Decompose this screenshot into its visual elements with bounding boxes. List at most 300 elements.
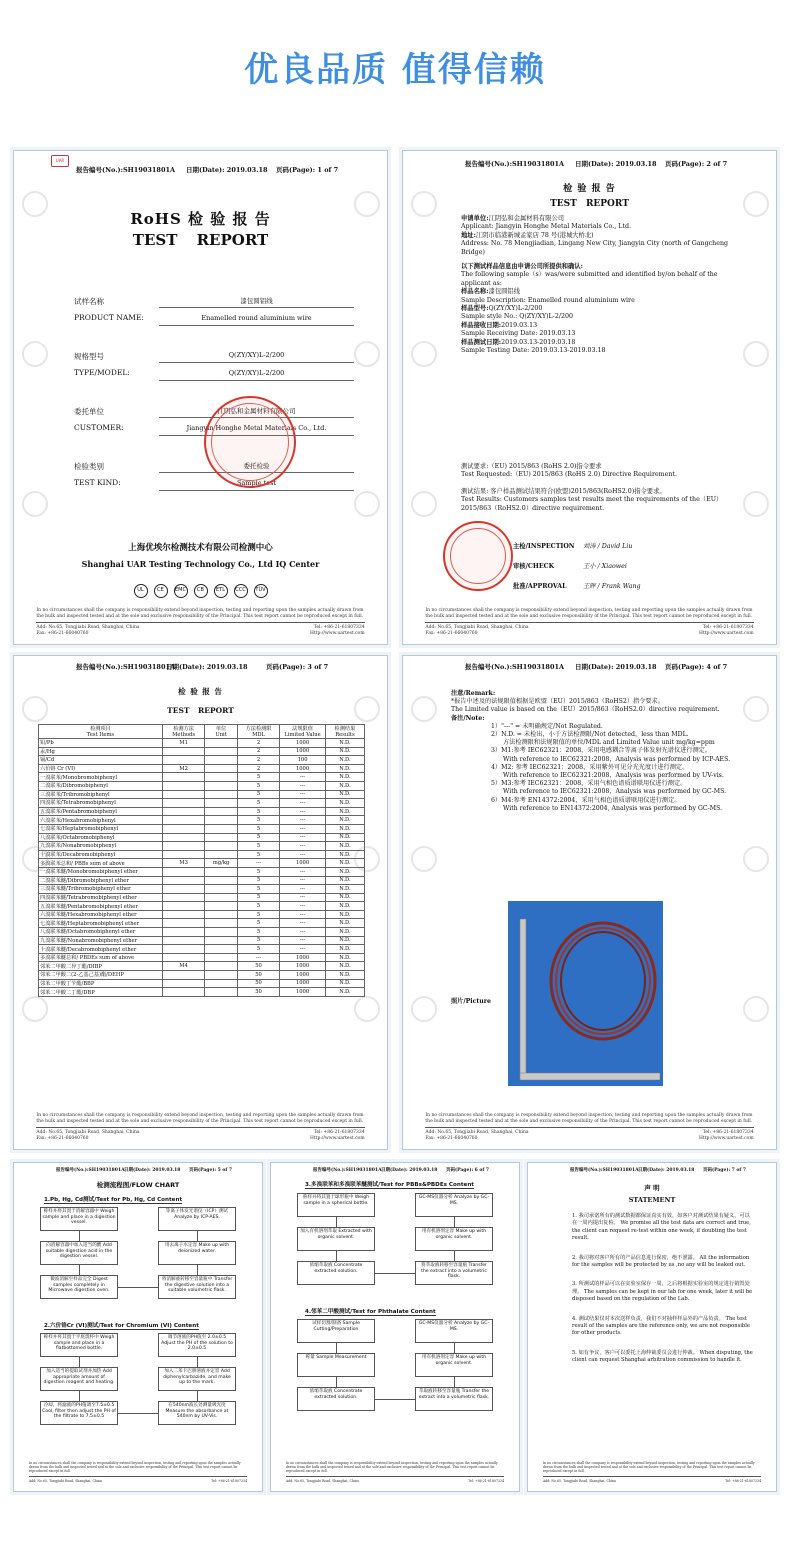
header-en: Limited Value — [284, 732, 321, 738]
table-cell: 5 — [237, 928, 279, 937]
field-label-en: TYPE/MODEL: — [74, 368, 130, 377]
footer-tel: Tel: +86-21-61807334 — [313, 625, 365, 630]
footer — [286, 1461, 504, 1483]
flow-step: 将消解液转移至容量瓶中 Transfer the digestive solution into a suitable volumetric flask. — [158, 1275, 236, 1299]
header-en: Results — [335, 732, 355, 738]
table-cell — [205, 945, 238, 954]
signatures — [513, 543, 748, 603]
table-cell — [205, 764, 238, 773]
table-cell: N.D. — [325, 816, 364, 825]
info-line — [461, 232, 748, 240]
note-item: 方法检测限和法规限值的单位/MDL and Limited Value unit mg/kg=ppm — [503, 739, 715, 747]
page-label: 页码(Page): 5 of 7 — [189, 1168, 233, 1173]
table-cell — [162, 773, 204, 782]
table-cell — [205, 799, 238, 808]
field-label-en: CUSTOMER: — [74, 423, 124, 432]
info-line-value: 2019.03.13-2019.03.18 — [501, 338, 576, 346]
table-cell — [162, 902, 204, 911]
footer-tel: Tel: +86-21-61807334 — [725, 1479, 762, 1483]
watermark-icon — [743, 996, 769, 1022]
table-cell — [162, 816, 204, 825]
table-cell — [162, 919, 204, 928]
flow-arrow — [454, 1251, 455, 1261]
watermark-icon — [22, 341, 48, 367]
table-cell: --- — [280, 850, 326, 859]
flow-step: 微波消解至样品完全 Digest samples completely in Microwave digestion oven. — [40, 1275, 118, 1299]
table-cell: N.D. — [325, 824, 364, 833]
table-cell: M3 — [162, 859, 204, 868]
signature-approval: 王晖 / Frank Wang — [583, 583, 641, 590]
table-cell: N.D. — [325, 910, 364, 919]
remarks — [451, 690, 748, 813]
footer-fax: Fax: +86-21-66040760 — [36, 630, 89, 636]
table-row — [39, 773, 365, 782]
table-cell — [162, 910, 204, 919]
watermark-icon — [22, 996, 48, 1022]
info-line-label: 以下测试样品信息由申请公司所提供和确认: — [461, 263, 583, 271]
table-cell: N.D. — [325, 799, 364, 808]
info-line — [461, 347, 748, 355]
table-cell: N.D. — [325, 807, 364, 816]
report-number: 报告编号(No.):SH19031801A — [76, 663, 176, 671]
footer — [29, 1461, 247, 1483]
table-cell: N.D. — [325, 902, 364, 911]
report-page-7 — [527, 1162, 777, 1492]
info-line — [461, 271, 748, 288]
sign-check: 审核/CHECK — [513, 563, 555, 570]
table-header-cell — [162, 725, 204, 739]
table-row — [39, 833, 365, 842]
footer-web: Http://www.uartest.com — [309, 1135, 365, 1141]
cert-logo-icon: ETL — [214, 584, 228, 598]
table-cell: 镉/Cd — [39, 756, 163, 765]
footer-address: Add: No.65, Tongjiabi Road, Shanghai, China — [28, 1479, 102, 1483]
table-cell: 5 — [237, 824, 279, 833]
table-cell: 多溴联苯总和/ PBBs sum of above — [39, 859, 163, 868]
section-chromium: 2.六价铬Cr (VI)测试/Test for Chromium (VI) Content — [44, 1323, 199, 1329]
flow-step: 试样切割/制备 Sample Cutting/Preparation — [297, 1319, 375, 1343]
table-cell — [162, 833, 204, 842]
watermark-icon — [411, 846, 437, 872]
sign-approval: 批准/APPROVAL — [513, 583, 567, 590]
flow-arrow — [79, 1265, 80, 1275]
report-number: 报告编号(No.):SH19031801A — [76, 166, 176, 174]
table-header-cell — [325, 725, 364, 739]
info-line-value: Sample Description: Enamelled round aluminium wire — [461, 296, 635, 304]
report-number: 报告编号(No.):SH19031801A — [465, 663, 565, 671]
table-cell: 2 — [237, 747, 279, 756]
page-label: 页码(Page): 6 of 7 — [446, 1168, 490, 1173]
table-cell — [205, 747, 238, 756]
info-line-value: Q(ZY/XY)L-2/200 — [488, 305, 543, 313]
report-number: 报告编号(No.):SH19031801A — [56, 1168, 125, 1173]
table-cell: 邻苯二甲酸二异丁酯/DIBP — [39, 962, 163, 971]
table-cell: 5 — [237, 893, 279, 902]
statement-title-cn: 声 明 — [644, 1184, 660, 1192]
table-row — [39, 988, 365, 997]
page-title-cn: 检 验 报 告 — [178, 687, 223, 696]
table-header-cell — [205, 725, 238, 739]
table-cell: 5 — [237, 781, 279, 790]
report-number: 报告编号(No.):SH19031801A — [313, 1168, 382, 1173]
org-name-cn: 上海优埃尔检测技术有限公司检测中心 — [128, 543, 273, 553]
table-cell — [205, 739, 238, 748]
footer-tel: Tel: +86-21-61807334 — [313, 1130, 365, 1135]
company-seal-icon — [443, 521, 513, 591]
table-cell — [162, 781, 204, 790]
table-cell: M1 — [162, 739, 204, 748]
field-value-en: Sample test — [236, 479, 277, 487]
field-value-cn: 江阴弘和金属材料有限公司 — [217, 407, 296, 415]
table-cell: N.D. — [325, 945, 364, 954]
footer-fax: Fax: +86-21-66040760 — [425, 1135, 478, 1141]
table-cell: --- — [280, 781, 326, 790]
field-label-en: PRODUCT NAME: — [74, 313, 144, 322]
footer-address: Add: No.65, Tongjiabi Road, Shanghai, China — [285, 1479, 359, 1483]
table-cell — [205, 867, 238, 876]
table-cell: N.D. — [325, 739, 364, 748]
header-en: Methods — [172, 732, 196, 738]
table-cell — [162, 807, 204, 816]
table-cell: N.D. — [325, 850, 364, 859]
table-row — [39, 790, 365, 799]
report-date: 日期(Date): 2019.03.18 — [575, 663, 657, 671]
table-cell: 5 — [237, 945, 279, 954]
info-line — [461, 305, 748, 313]
table-cell: N.D. — [325, 936, 364, 945]
table-cell — [205, 919, 238, 928]
table-row — [39, 885, 365, 894]
table-cell — [162, 850, 204, 859]
table-cell: 1000 — [280, 953, 326, 962]
table-cell: 5 — [237, 807, 279, 816]
header-cn: 单位 — [215, 726, 227, 732]
flow-arrow — [375, 1273, 415, 1274]
table-cell: --- — [280, 867, 326, 876]
table-cell: 二溴联苯醚/Dibromobiphenyl ether — [39, 876, 163, 885]
table-row — [39, 756, 365, 765]
table-cell: 1000 — [280, 859, 326, 868]
table-cell: --- — [280, 773, 326, 782]
result-cn: 测试结果: 客户样品测试结果符合(欧盟)2015/863(RoHS2.0)指令要求。 — [461, 487, 666, 495]
table-cell: 50 — [237, 979, 279, 988]
page-title-en: TEST REPORT — [167, 706, 234, 715]
flow-step: 用去离子水定容 Make up with deionized water. — [158, 1241, 236, 1265]
info-line-value: 江阴弘和金属材料有限公司 — [488, 215, 565, 222]
table-cell: 汞/Hg — [39, 747, 163, 756]
field-value-cn: 委托检验 — [243, 462, 270, 470]
flow-arrow — [336, 1251, 337, 1261]
table-cell: 1000 — [280, 988, 326, 997]
table-cell: N.D. — [325, 971, 364, 980]
watermark-icon — [22, 491, 48, 517]
org-name-en: Shanghai UAR Testing Technology Co., Ltd IQ Center — [81, 559, 320, 569]
table-cell: 七溴联苯/Heptabromobiphenyl — [39, 824, 163, 833]
footer-disclaimer: In no circumstances shall the company is responsibility extend beyond inspection, testing and reporting upon the samples actually drawn from the bulk and inspected tested and at the sole and exclusive responsibility of the Principal. This test report cannot be reproduced except in full. — [28, 1461, 241, 1473]
flowchart-title: 检测流程图/FLOW CHART — [96, 1181, 180, 1189]
table-cell — [162, 928, 204, 937]
note-item: With reference to IEC62321:2008，Analysis was performed by GC-MS. — [503, 788, 727, 796]
table-cell — [162, 867, 204, 876]
statement-item: 2. 我司将对客户所有的产品信息进行保密，绝不泄露。 All the information for the samples will be protected by us ,no any will be leaked out. — [572, 1254, 750, 1269]
table-cell: 1000 — [280, 979, 326, 988]
table-cell: 六溴联苯醚/Hexabromobiphenyl ether — [39, 910, 163, 919]
note-item: With reference to IEC62321:2008，Analysis was performed by UV-vis. — [503, 772, 724, 780]
info-line-value: The following sample（s）was/were submitted and identified by/on behalf of the applicant as: — [461, 271, 718, 287]
page-label: 页码(Page): 4 of 7 — [665, 663, 728, 671]
report-page-2 — [402, 150, 777, 645]
footer — [425, 608, 753, 636]
table-cell: --- — [280, 910, 326, 919]
flow-step: 称样并将其置于球形瓶中 Weigh sample in a spherical bottle. — [297, 1193, 375, 1217]
table-row — [39, 928, 365, 937]
section-pbb-pbde: 3.多溴联苯和多溴联苯醚测试/Test for PBBs&PBDEs Content — [305, 1182, 474, 1188]
company-seal-icon — [204, 396, 296, 488]
sign-inspection: 主检/INSPECTION — [513, 543, 575, 550]
note-title: 备注/Note: — [451, 714, 485, 722]
table-cell: M4 — [162, 962, 204, 971]
footer-disclaimer: In no circumstances shall the company is responsibility extend beyond inspection, testing and reporting upon the samples actually drawn from the bulk and inspected tested and at the sole and exclusive responsibility of the Principal. This test report cannot be reproduced except in full. — [36, 1113, 364, 1124]
footer-tel: Tel: +86-21-61807334 — [468, 1479, 505, 1483]
table-cell — [205, 756, 238, 765]
table-row — [39, 971, 365, 980]
table-cell: --- — [280, 790, 326, 799]
table-cell — [162, 945, 204, 954]
table-cell: --- — [237, 953, 279, 962]
footer — [36, 1113, 364, 1141]
flow-arrow — [79, 1231, 80, 1241]
table-cell: 五溴联苯醚/Pentabromobiphenyl ether — [39, 902, 163, 911]
table-row — [39, 910, 365, 919]
flow-step: 在540nm波长处测量吸光度 Measure the absorbance at 540nm by UV-Vis. — [158, 1401, 236, 1425]
table-cell — [162, 885, 204, 894]
table-cell: N.D. — [325, 773, 364, 782]
table-cell: 六溴联苯/Hexabromobiphenyl — [39, 816, 163, 825]
field-type-model — [74, 351, 354, 377]
flow-step: 向消解容器中加入适当的酸 Add suitable digestion acid in the digestion vessel. — [40, 1241, 118, 1265]
table-cell: N.D. — [325, 781, 364, 790]
footer-web: Http://www.uartest.com — [309, 630, 365, 636]
info-line-label: 地址: — [461, 231, 476, 239]
table-cell: 5 — [237, 910, 279, 919]
flow-step: GC-MS仪器分析 Analyze by GC-MS. — [415, 1319, 493, 1343]
table-cell — [162, 979, 204, 988]
section-pb-hg-cd: 1.Pb, Hg, Cd测试/Test for Pb, Hg, Cd Content — [44, 1197, 183, 1203]
table-cell — [205, 885, 238, 894]
flow-arrow — [375, 1399, 415, 1400]
flow-arrow — [336, 1377, 337, 1387]
page-label: 页码(Page): 3 of 7 — [266, 663, 329, 671]
info-line-label: 样品接收日期: — [461, 321, 502, 329]
table-cell: --- — [280, 885, 326, 894]
flow-arrow — [79, 1357, 80, 1367]
info-line — [461, 263, 748, 271]
table-cell: N.D. — [325, 859, 364, 868]
table-cell: 十溴联苯/Decabromobiphenyl — [39, 850, 163, 859]
table-cell — [162, 936, 204, 945]
flow-arrow — [197, 1357, 198, 1367]
table-cell: 十溴联苯醚/Decabromobiphenyl ether — [39, 945, 163, 954]
table-cell — [205, 781, 238, 790]
header-cn: 检测项目 — [90, 726, 111, 732]
flow-arrow — [454, 1343, 455, 1353]
info-line — [461, 215, 748, 223]
note-item: 6）M4:参考 EN14372:2004，采用气相色谱质谱联用仪进行测定。 — [491, 796, 681, 804]
table-cell: 二溴联苯/Dibromobiphenyl — [39, 781, 163, 790]
table-cell: N.D. — [325, 919, 364, 928]
header-cn: 方法检测限 — [245, 726, 272, 732]
table-row — [39, 876, 365, 885]
footer-address: Add: No.65, Tongjiabi Road, Shanghai, China — [542, 1479, 616, 1483]
field-value-en: Enamelled round aluminium wire — [201, 314, 312, 322]
table-cell — [162, 953, 204, 962]
table-cell — [205, 773, 238, 782]
table-cell: 1000 — [280, 739, 326, 748]
result-en: Test Results: Customers samples test results meet the requirements of the（EU）2015/863（RoHS2.0）directive requirement. — [461, 496, 723, 512]
note-item: 2）N.D. = 未检出，小于方法检测限/Not detected，less than MDL. — [491, 731, 689, 739]
table-cell: N.D. — [325, 953, 364, 962]
table-cell: 五溴联苯/Pentabromobiphenyl — [39, 807, 163, 816]
table-cell: --- — [280, 936, 326, 945]
table-cell: 5 — [237, 833, 279, 842]
field-label-en: TEST KIND: — [74, 478, 121, 487]
table-cell: 七溴联苯醚/Heptabromobiphenyl ether — [39, 919, 163, 928]
field-label-cn: 规格型号 — [74, 352, 104, 361]
table-cell: 5 — [237, 876, 279, 885]
report-date: 日期(Date): 2019.03.18 — [124, 1168, 181, 1173]
table-row — [39, 893, 365, 902]
table-cell — [205, 790, 238, 799]
table-cell: N.D. — [325, 893, 364, 902]
note-item: 4）M2: 参考 IEC62321：2008，采用紫外可见分光光度计进行测定。 — [491, 763, 689, 771]
table-cell: --- — [280, 807, 326, 816]
table-cell: 八溴联苯醚/Octabromobiphenyl ether — [39, 928, 163, 937]
header-cn: 检测方法 — [173, 726, 194, 732]
field-value-en: Q(ZY/XY)L-2/200 — [228, 369, 285, 377]
header-cn: 法规限值 — [292, 726, 313, 732]
watermark-icon — [354, 341, 380, 367]
table-cell: 六价铬 Cr (VI) — [39, 764, 163, 773]
table-cell: 一溴联苯醚/Monobromobiphenyl ether — [39, 867, 163, 876]
remark-cn: *报告中述及的法规限值根据是欧盟（EU）2015/863（RoHS2）指令要求。 — [451, 698, 664, 706]
table-cell — [162, 824, 204, 833]
table-cell: N.D. — [325, 764, 364, 773]
footer-web: Http://www.uartest.com — [698, 630, 754, 636]
table-cell: 5 — [237, 902, 279, 911]
wire-coil-icon — [508, 901, 663, 1086]
table-row — [39, 859, 365, 868]
table-cell: 1000 — [280, 764, 326, 773]
table-row — [39, 764, 365, 773]
footer-fax: Fax: +86-21-66040760 — [425, 630, 478, 636]
table-row — [39, 953, 365, 962]
table-row — [39, 962, 365, 971]
info-line — [461, 223, 748, 231]
table-cell: N.D. — [325, 756, 364, 765]
request-cn: 测试要求:（EU) 2015/863 (RoHS 2.0)指令要求 — [461, 463, 602, 470]
table-cell — [162, 988, 204, 997]
table-cell — [205, 988, 238, 997]
flow-arrow — [336, 1217, 337, 1227]
page-label: 页码(Page): 2 of 7 — [665, 160, 728, 168]
flow-step: 浓缩萃取液 Concentrate extracted solution. — [297, 1387, 375, 1411]
report-page-1 — [13, 150, 388, 645]
field-label-cn: 检验类别 — [74, 462, 104, 471]
table-cell — [205, 962, 238, 971]
page-label: 页码(Page): 7 of 7 — [703, 1168, 747, 1173]
table-cell — [205, 979, 238, 988]
table-cell: 5 — [237, 885, 279, 894]
page-title-en: TEST REPORT — [132, 231, 269, 249]
table-cell: N.D. — [325, 979, 364, 988]
table-cell: 邻苯二甲酸二丁酯/DBP — [39, 988, 163, 997]
report-date: 日期(Date): 2019.03.18 — [381, 1168, 438, 1173]
table-cell: --- — [280, 893, 326, 902]
table-cell: 100 — [280, 756, 326, 765]
table-cell: 5 — [237, 799, 279, 808]
report-date: 日期(Date): 2019.03.18 — [186, 166, 268, 174]
watermark-icon — [411, 996, 437, 1022]
info-line-value: 2019.03.13 — [501, 321, 538, 329]
table-cell: 50 — [237, 962, 279, 971]
table-cell: 2 — [237, 756, 279, 765]
table-row — [39, 936, 365, 945]
table-header-row — [39, 725, 365, 739]
page-title-cn: RoHS 检 验 报 告 — [130, 210, 271, 228]
flow-step: 加入适当的提取试剂并加热 Add appropriate amount of digestion reagent and heating. — [40, 1367, 118, 1391]
report-page-3 — [13, 655, 388, 1150]
note-item: 5）M3:参考 IEC62321：2008，采用气相色谱质谱联用仪进行测定。 — [491, 780, 687, 788]
table-row — [39, 945, 365, 954]
table-row — [39, 747, 365, 756]
report-date: 日期(Date): 2019.03.18 — [166, 663, 248, 671]
field-label-cn: 委托单位 — [74, 407, 104, 416]
table-row — [39, 807, 365, 816]
info-line — [461, 240, 748, 257]
flow-step: 等离子体发光谱仪（ICP）测试 Analyze by ICP-AES. — [158, 1207, 236, 1231]
field-value-cn: Q(ZY/XY)L-2/200 — [228, 351, 285, 359]
cert-logo-icon: EMC — [174, 584, 188, 598]
table-row — [39, 799, 365, 808]
info-line — [461, 322, 748, 330]
table-header-cell — [280, 725, 326, 739]
footer-address: Add: No.65, Tongjiabi Road, Shanghai, China — [425, 1130, 529, 1135]
page-label: 页码(Page): 1 of 7 — [276, 166, 339, 174]
flow-step: 浓缩萃取液 Concentrate extracted solution. — [297, 1261, 375, 1285]
table-cell — [162, 747, 204, 756]
table-cell: N.D. — [325, 876, 364, 885]
cert-logo-icon: UL — [134, 584, 148, 598]
table-header-cell — [39, 725, 163, 739]
table-cell: 5 — [237, 842, 279, 851]
table-cell — [205, 850, 238, 859]
table-cell: 5 — [237, 919, 279, 928]
table-cell: N.D. — [325, 790, 364, 799]
table-cell: 50 — [237, 971, 279, 980]
table-row — [39, 919, 365, 928]
table-cell: 5 — [237, 850, 279, 859]
uar-logo-icon: UAR — [51, 155, 69, 167]
info-line-value: Sample style No.: Q(ZY/XY)L-2/200 — [461, 313, 574, 321]
table-cell: 四溴联苯/Tetrabromobiphenyl — [39, 799, 163, 808]
table-cell: 三溴联苯醚/Tribromobiphenyl ether — [39, 885, 163, 894]
table-cell — [205, 824, 238, 833]
flow-arrow — [197, 1265, 198, 1275]
flow-arrow — [197, 1231, 198, 1241]
field-label-cn: 试样名称 — [74, 297, 104, 306]
footer-disclaimer: In no circumstances shall the company is responsibility extend beyond inspection, testing and reporting upon the samples actually drawn from the bulk and inspected tested and at the sole and exclusive responsibility of the Principal. This test report cannot be reproduced except in full. — [425, 1113, 753, 1124]
report-number: 报告编号(No.):SH19031801A — [570, 1168, 639, 1173]
